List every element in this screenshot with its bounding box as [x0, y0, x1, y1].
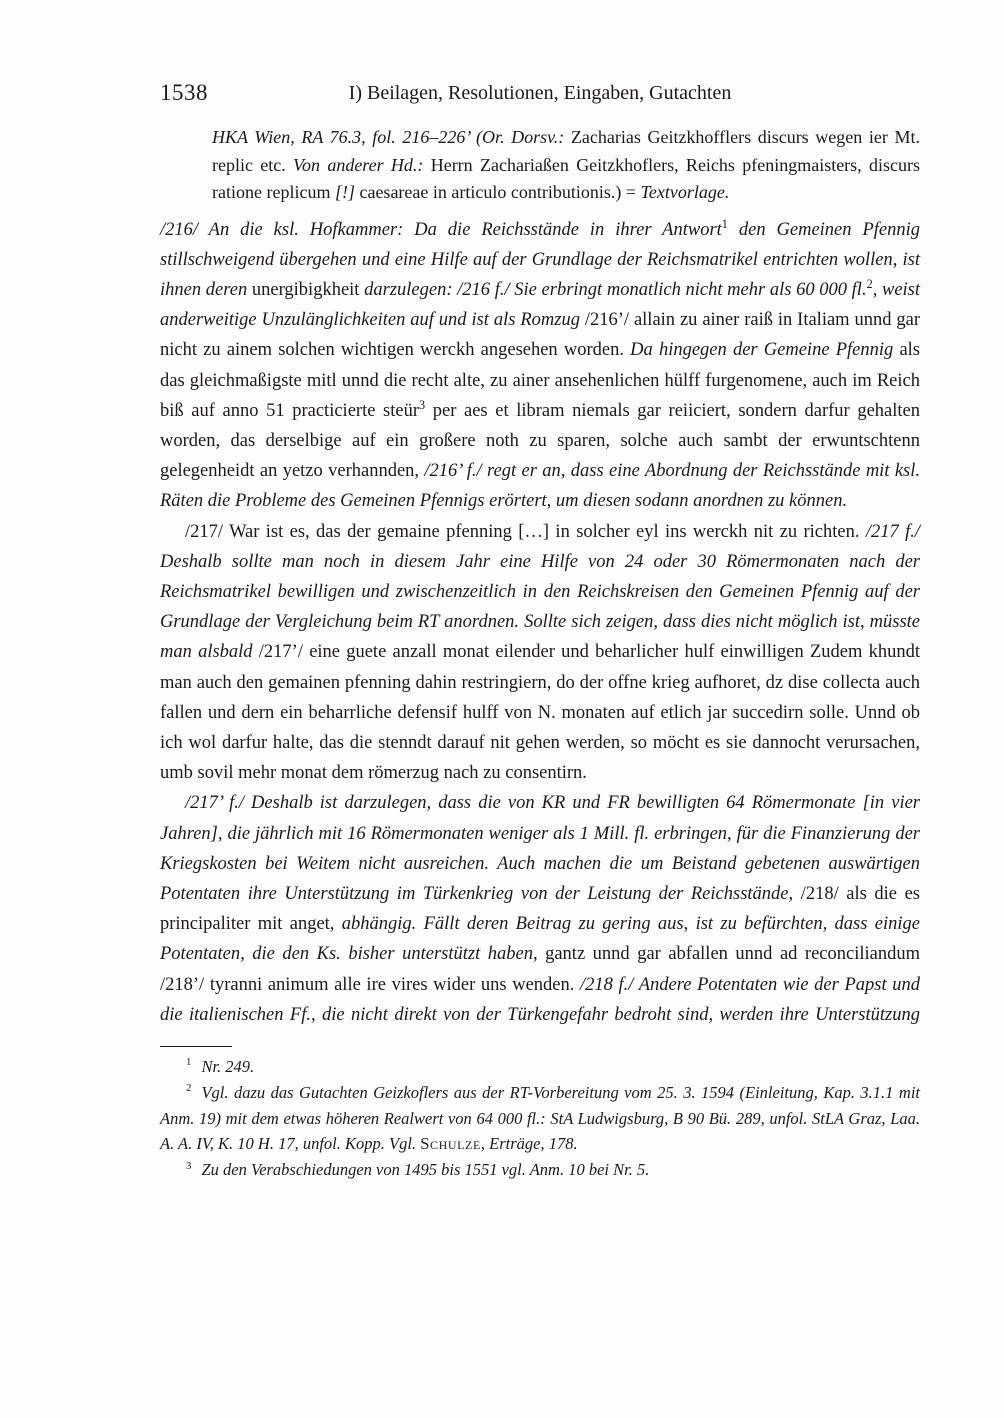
footnote-text-1: [201, 1057, 254, 1076]
footnote-text-3: [201, 1160, 649, 1179]
text-run: /216’/ allain zu ainer raiß in Italiam unnd gar nicht zu ainem solchen wichtigen werckh angesehen worden.: [160, 310, 920, 361]
footnote-marker-1: 1: [186, 1056, 192, 1069]
main-text: [160, 215, 920, 1030]
source-note: [160, 124, 920, 207]
text-run: Zu den Verabschiedungen von 1495 bis 1551 vgl. Anm. 10 bei Nr. 5.: [201, 1160, 650, 1180]
text-run: Schulze: [420, 1134, 481, 1154]
footnote-reference: 1: [721, 216, 728, 231]
text-run: gantz unnd gar abfallen unnd ad reconciliandum /218’/ tyranni animum alle ire vires wider uns wenden.: [160, 944, 920, 995]
text-run: /218 f./ Andere Potentaten wie der Papst und die italienischen Ff., die nicht direkt von der Türkengefahr bedroht sind, werden ihre Unterstützung: [160, 974, 920, 1025]
running-header: I) Beilagen, Resolutionen, Eingaben, Gutachten: [348, 82, 732, 104]
text-column: [160, 124, 920, 1183]
paragraph-216: [160, 215, 920, 517]
text-run: Nr. 249.: [201, 1056, 255, 1076]
text-run: /216/ An die ksl. Hofkammer: Da die Reichsstände in ihrer Antwort: [160, 219, 722, 240]
text-run: unergibigkheit: [251, 279, 365, 300]
page-header: [160, 80, 920, 108]
text-run: Von anderer Hd.:: [293, 154, 431, 175]
footnote-marker-2: 2: [186, 1082, 192, 1095]
text-run: /218/ als die es principaliter mit anget,: [160, 883, 920, 935]
text-run: als das gleichmaßigste mitl unnd die recht alte, zu ainer ansehenlichen hülff furgenomene, auch im Reich biß auf anno 51 practicierte steür: [160, 340, 920, 421]
text-run: per aes et libram niemals gar reiiciert, sondern darfur gehalten worden, das derselbige auf ein großere noth zu sparen, solche auch sambt der erwuntschtenn gelegenheidt an yetzo verhannden,: [160, 400, 921, 482]
text-run: den Gemeinen Pfennig stillschweigend übergehen und eine Hilfe auf der Grundlage der Reichsmatrikel entrichten wollen, ist ihnen deren: [160, 219, 920, 300]
text-run: , weist anderweitige Unzulänglichkeiten auf und ist als Romzug: [160, 279, 921, 331]
page-number: 1538: [160, 80, 208, 105]
paragraph-217: [160, 517, 920, 789]
footnote-item-3: [160, 1157, 920, 1183]
footnote-marker-3: 3: [186, 1159, 192, 1172]
footnote-text-2: [160, 1083, 920, 1154]
footnote-item-1: [160, 1054, 920, 1080]
text-run: HKA Wien, RA 76.3, fol. 216–226’ (Or. Dorsv.:: [212, 127, 571, 147]
footnote-separator: [160, 1046, 232, 1047]
text-run: Vgl. dazu das Gutachten Geizkoflers aus der RT-Vorbereitung vom 25. 3. 1594 (Einleitung, Kap. 3.1.1 mit Anm. 19) mit dem etwas höheren Realwert von 64 000 fl.: StA Ludwigsburg, B 90 Bü. 289, unfol. StLA Graz, Laa. A. A. IV, K. 10 H. 17, unfol. Kopp. Vgl.: [160, 1082, 920, 1154]
text-run: Textvorlage.: [640, 182, 730, 202]
footnote-item-2: [160, 1080, 920, 1157]
text-run: Da hingegen der Gemeine Pfennig: [630, 340, 900, 361]
footnote-reference: 3: [419, 397, 426, 412]
text-run: Herrn Zachariaßen Geitzkhoflers, Reichs pfeningmaisters, discurs ratione replicum: [212, 154, 920, 202]
text-run: /217 f./ Deshalb sollte man noch in diesem Jahr eine Hilfe von 24 oder 30 Römermonaten nach der Reichsmatrikel bewilligen und zwischenzeitlich in den Reichskreisen den Gemeinen Pfennig auf der Grundlage der Vergleichung beim RT anordnen. Sollte sich zeigen, dass dies nicht möglich ist, müsste man alsbald: [160, 521, 921, 663]
text-run: [!]: [334, 182, 360, 202]
text-run: abhängig. Fällt deren Beitrag zu gering aus, ist zu befürchten, dass einige Potentaten, die den Ks. bisher unterstützt haben,: [160, 914, 920, 965]
text-run: caesareae in articulo contributionis.) =: [359, 182, 641, 202]
text-run: /217’/ eine guete anzall monat eilender und beharlicher hulf einwilligen Zudem khundt man auch den gemainen pfenning dahin restringiern, do der offne krieg aufhoret, dz dise collecta auch fallen und dern ein beharrliche defensif hulff von N. monaten auf etlich jar succedirn solle. Unnd ob ich wol darfur halte, das die stenndt darauf nit gehen werden, so möcht es sie dannocht verursachen, umb sovil mehr monat dem römerzug nach zu consentirn.: [160, 642, 920, 784]
text-run: /217’ f./ Deshalb ist darzulegen, dass die von KR und FR bewilligten 64 Römermonate [in vier Jahren], die jährlich mit 16 Römermonaten weniger als 1 Mill. fl. erbringen, für die Finanzierung der Kriegskosten bei Weitem nicht ausreichen. Auch machen die um Beistand gebetenen auswärtigen Potentaten ihre Unterstützung im Türkenkrieg von der Leistung der Reichsstände,: [160, 793, 920, 904]
footnote-reference: 2: [866, 276, 873, 291]
text-run: darzulegen: /216 f./ Sie erbringt monatlich nicht mehr als 60 000 fl.: [364, 279, 867, 300]
text-run: /217/ War ist es, das der gemaine pfenning […] in solcher eyl ins werckh nit zu richten.: [185, 521, 866, 542]
text-run: Zacharias Geitzkhofflers discurs wegen ier Mt. replic etc.: [212, 127, 920, 175]
text-run: , Erträge, 178.: [480, 1134, 578, 1154]
footnotes-section: [160, 1046, 920, 1183]
paragraph-217f: [160, 788, 920, 1030]
text-run: /216’ f./ regt er an, dass eine Abordnung der Reichsstände mit ksl. Räten die Probleme des Gemeinen Pfennigs erörtert, um diesen sodann anordnen zu können.: [160, 461, 920, 512]
